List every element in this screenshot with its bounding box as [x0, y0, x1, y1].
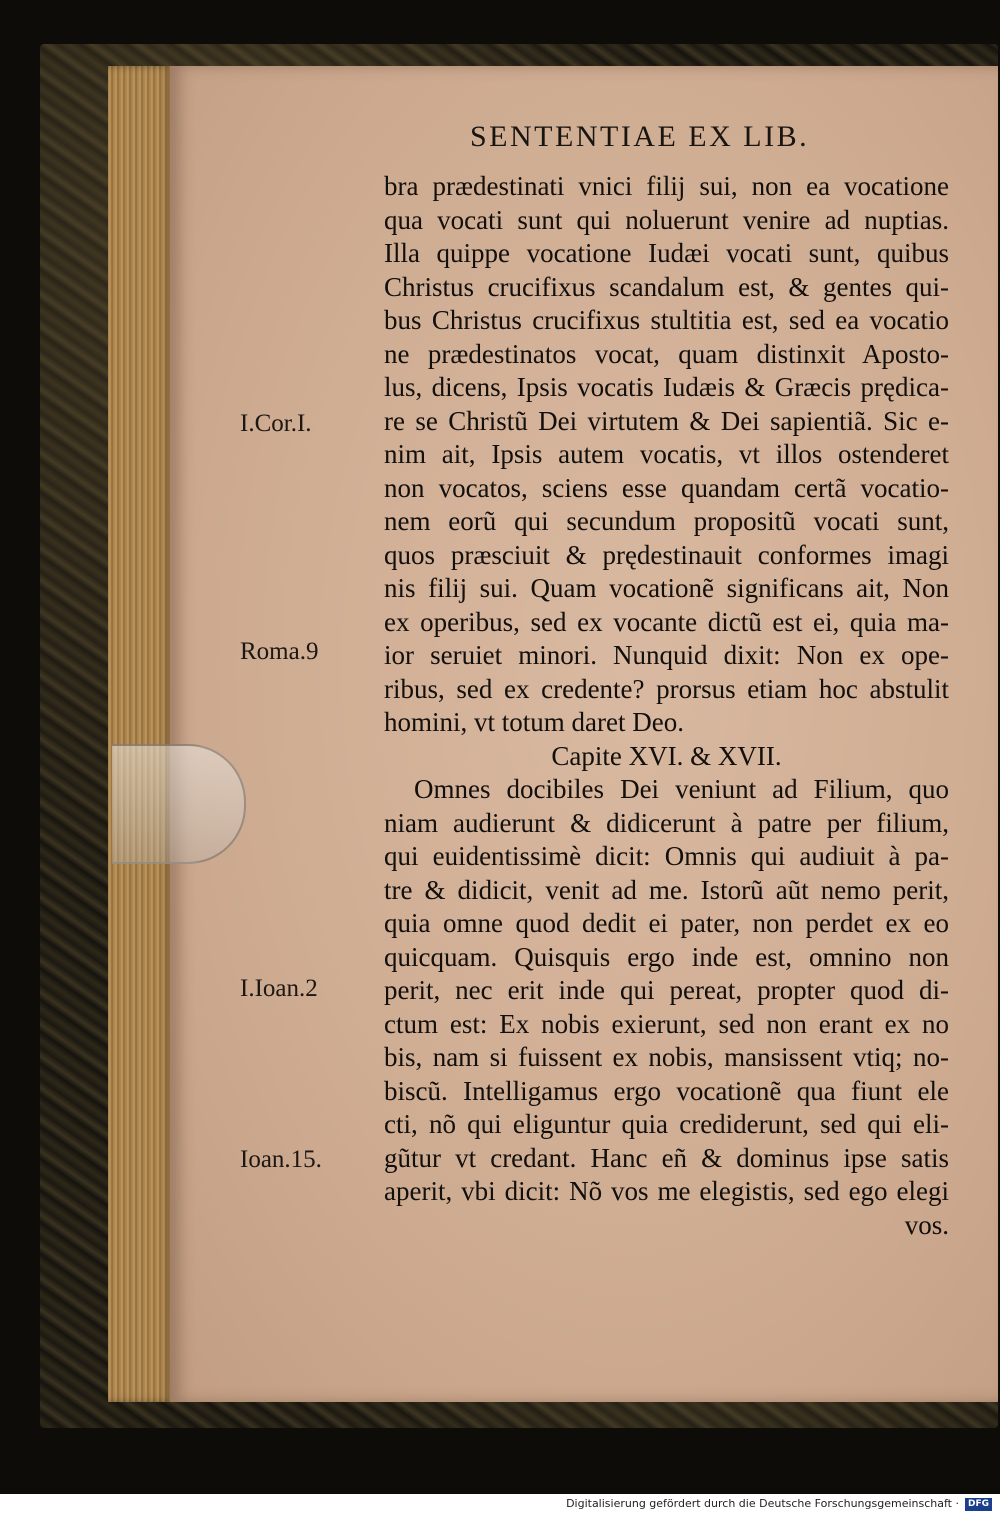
marginal-note: Ioan.15. [240, 1146, 322, 1173]
text-line: ior seruiet minori. Nunquid dixit: Non ex ope- [384, 640, 949, 670]
text-line: quicquam. Quisquis ergo inde est, omnino non [384, 941, 949, 972]
footer-text: Digitalisierung gefördert durch die Deutsche Forschungsgemeinschaft · [566, 1497, 959, 1510]
running-head: SENTENTIAE EX LIB. [470, 120, 810, 153]
text-line: ctum est: Ex nobis exierunt, sed non erant ex no [384, 1008, 949, 1039]
text-line: nis filij sui. Quam vocationẽ significans ait, Non [384, 573, 949, 603]
text-line: gũtur vt credant. Hanc eñ & dominus ipse satis [384, 1142, 949, 1173]
page-fore-edge [108, 66, 174, 1402]
text-line: biscũ. Intelligamus ergo vocationẽ qua fiunt ele [384, 1075, 949, 1106]
text-line: quos præsciuit & prędestinauit conformes imagi [384, 539, 949, 570]
dfg-logo: DFG [965, 1498, 992, 1511]
text-line: Illa quippe vocatione Iudæi vocati sunt, quibus [384, 238, 949, 268]
text-line: aperit, vbi dicit: Nõ vos me elegistis, sed ego elegi [384, 1176, 949, 1206]
text-line: qua vocati sunt qui noluerunt venire ad nuptias. [384, 204, 949, 235]
text-line: perit, nec erit inde qui pereat, propter quod di- [384, 975, 949, 1005]
text-line: tre & didicit, venit ad me. Istorũ aũt nemo perit, [384, 874, 949, 905]
page-clip [112, 744, 246, 864]
text-line: quia omne quod dedit ei pater, non perdet ex eo [384, 908, 949, 938]
text-block [384, 170, 949, 1242]
text-line: re se Christũ Dei virtutem & Dei sapientiã. Sic e- [384, 405, 949, 436]
text-line: nim ait, Ipsis autem vocatis, vt illos ostenderet [384, 439, 949, 469]
text-line: bis, nam si fuissent ex nobis, mansissent vtiq; no- [384, 1042, 949, 1072]
text-line: qui euidentissimè dicit: Omnis qui audiuit à pa- [384, 841, 949, 871]
text-line: niam audierunt & didicerunt à patre per filium, [384, 807, 949, 838]
text-line: ribus, sed ex credente? prorsus etiam hoc abstulit [384, 673, 949, 704]
footer-credit [0, 1494, 1000, 1514]
text-line: bus Christus crucifixus stultitia est, sed ea vocatio [384, 305, 949, 335]
marginal-note: I.Cor.I. [240, 410, 312, 437]
text-line: non vocatos, sciens esse quandam certã vocatio- [384, 472, 949, 503]
chapter-heading: Capite XVI. & XVII. [551, 740, 782, 771]
text-line: Omnes docibiles Dei veniunt ad Filium, quo [414, 774, 949, 804]
text-line: lus, dicens, Ipsis vocatis Iudæis & Græcis prędica- [384, 372, 949, 402]
text-line: ex operibus, sed ex vocante dictũ est ei, quia ma- [384, 606, 949, 637]
text-line: ne prædestinatos vocat, quam distinxit Aposto- [384, 338, 949, 369]
text-line: cti, nõ qui eliguntur quia crediderunt, sed qui eli- [384, 1109, 949, 1139]
text-line: homini, vt totum daret Deo. [384, 707, 684, 737]
marginal-note: I.Ioan.2 [240, 975, 318, 1002]
text-line: bra prædestinati vnici filij sui, non ea vocatione [384, 171, 949, 201]
text-line: nem eorũ qui secundum propositũ vocati sunt, [384, 506, 949, 536]
text-line: Christus crucifixus scandalum est, & gentes qui- [384, 271, 949, 302]
catchword: vos. [904, 1209, 949, 1240]
marginal-note: Roma.9 [240, 638, 319, 665]
